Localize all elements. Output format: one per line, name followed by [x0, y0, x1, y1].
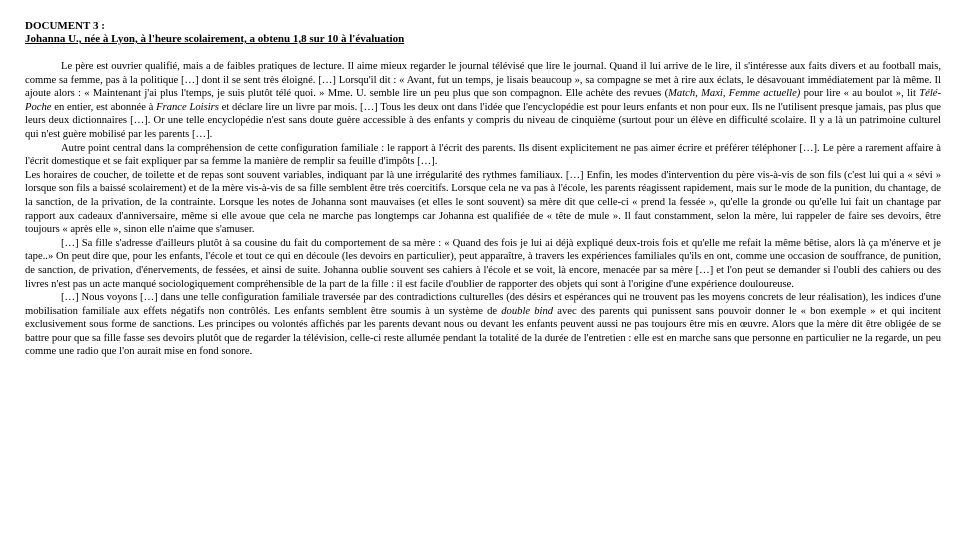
document-subtitle: Johanna U., née à Lyon, à l'heure scolairement, a obtenu 1,8 sur 10 à l'évaluation	[25, 33, 405, 45]
document-label: DOCUMENT 3 :	[25, 20, 105, 32]
paragraph-1-text-a: Le père est ouvrier qualifié, mais a de faibles pratiques de lecture. Il aime mieux regarder le journal télévisé que lire le journal. Quand il lui arrive de le lire, il s'intéresse aux faits divers et au football mais, comme sa femme, pas à la politique […] dont il se sent très éloigné. […] Lorsqu'il dit : « Avant, fut un temps, je lisais beaucoup », sa compagne se met à rire aux éclats, le désavouant immédiatement par là même. Il ajoute alors : « Maintenant j'ai plus l'temps, je suis plutôt télé quoi. » Mme. U. semble lire un peu plus que son compagnon. Elle achète des revues (	[25, 61, 941, 100]
paragraph-5-text-c: avec des parents qui punissent sans pouvoir donner le « bon exemple » et qui incitent exclusivement sous forme de sanctions. Les principes ou volontés affichés par les parents devant nous ou devant les enfants peuvent aussi ne pas toujours être mis en œuvre. Alors que la mère dit être obligée de se battre pour que sa fille fasse ses devoirs plutôt que de regarder la télévision, celle-ci reste allumée pendant la totalité de la durée de l'entretien : elle est en marche sans que personne en particulier ne la regarde, un peu comme une radio que l'on aurait mise en fond sonore.	[25, 305, 941, 358]
paragraph-2: Autre point central dans la compréhension de cette configuration familiale : le rapport à l'écrit des parents. Ils disent explicitement ne pas aimer écrire et préférer téléphoner […]. Le père a rarement affaire à l'écrit domestique et se fait expliquer par sa femme la manière de remplir sa feuille d'impôts […].	[25, 142, 941, 168]
paragraph-1	[25, 60, 941, 142]
paragraph-4: […] Sa fille s'adresse d'ailleurs plutôt à sa cousine du fait du comportement de sa mère : « Quand des fois je lui ai déjà expliqué deux-trois fois et qu'elle me refait la même bêtise, alors là ça m'énerve et je tape..» On peut dire que, pour les enfants, l'école et tout ce qui en découle (les devoirs en particulier), peut apparaître, à travers les expériences familiales qu'ils en ont, comme une occasion de souffrance, de punition, de sanction, de privation, d'énervements, de fessées, et ainsi de suite. Johanna oublie souvent ses cahiers à l'école et se voit, là encore, menacée par sa mère […] et l'on peut se demander si l'oubli des cahiers ou des livres n'est pas un acte manqué sociologiquement compréhensible de la part de la fille : il est facile d'oublier de rapporter des objets qui sont à l'origine d'une expérience douloureuse.	[25, 237, 941, 290]
paragraph-5-double-bind: double bind	[501, 305, 554, 317]
paragraph-1-text-g: et déclare lire un livre par mois. […] Tous les deux ont dans l'idée que l'encyclopédie est pour leurs enfants et non pour eux. Ils ne l'utilisent presque jamais, pas plus que leurs deux dictionnaires […]. Or une telle encyclopédie n'est sans doute guère accessible à des enfants y compris du niveau de cinquième (surtout pour un élève en difficulté scolaire. Il y a là un patrimoine culturel qui n'est guère mobilisé par les parents […].	[25, 101, 942, 140]
paragraph-3: Les horaires de coucher, de toilette et de repas sont souvent variables, indiquant par là une irrégularité des rythmes familiaux. […] Enfin, les modes d'intervention du père vis-à-vis de son fils (c'est lui qui a « sévi » lorsque son fils a baissé scolairement) et de la mère vis-à-vis de sa fille semblent être très coercitifs. Lorsque cela ne va pas à l'école, les parents réagissent rapidement, mais sur le mode de la punition, du chantage, de la sanction, de la privation, de la contrainte. Lorsque les notes de Johanna sont mauvaises (et elles le sont souvent) sa mère dit que celle-ci « prend la fessée », qu'elle la gronde ou qu'elle lui fait un chantage par rapport aux cadeaux d'anniversaire, même si elle avoue que cela ne marche pas longtemps car Johanna est qualifiée de « tête de mule ». Il faut constamment, selon la mère, lui rappeler de faire ses devoirs, être toujours « après elle », sinon elle n'aime que s'amuser.	[25, 169, 941, 236]
document-body	[25, 60, 941, 359]
document-page	[25, 20, 941, 359]
paragraph-5-text-a: […] Nous voyons […] dans une telle configuration familiale traversée par des contradictions culturelles (des désirs et espérances qui ne trouvent pas les moyens concrets de leur réalisation), les indices d'une mobilisation familiale aux effets négatifs non contrôlés. Les enfants semblent être soumis à un système de	[25, 292, 941, 317]
paragraph-1-text-c: pour lire « au boulot », lit	[800, 88, 920, 100]
paragraph-1-magazines: Match, Maxi, Femme actuelle)	[668, 88, 801, 100]
paragraph-5	[25, 291, 941, 359]
paragraph-1-tele-poche: Télé-Poche	[25, 88, 941, 113]
paragraph-1-france-loisirs: France Loisirs	[156, 101, 219, 113]
paragraph-1-text-e: en entier, est abonnée à	[51, 101, 157, 113]
